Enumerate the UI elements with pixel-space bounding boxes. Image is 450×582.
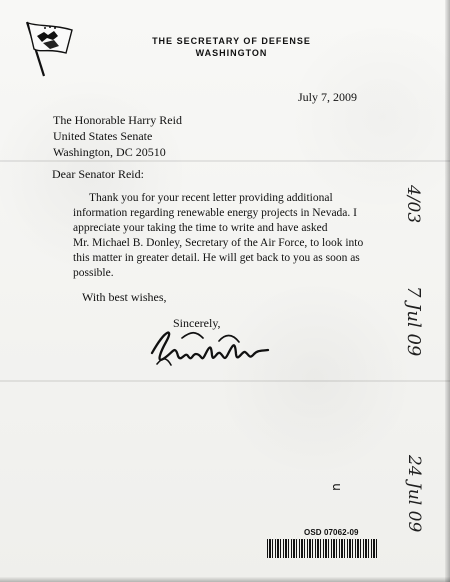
handwritten-signature xyxy=(148,320,273,368)
barcode-icon xyxy=(267,539,377,558)
sign-off: Sincerely, xyxy=(173,316,221,330)
secretary-of-defense-flag-icon xyxy=(23,18,77,78)
scan-fold-line xyxy=(0,160,450,162)
body-line: appreciate your taking the time to write and have asked xyxy=(73,222,328,234)
body-line: Thank you for your recent letter providing additional xyxy=(89,192,333,204)
handwritten-note: 24 Jul 09 xyxy=(404,455,424,533)
handwritten-note: 4/03 xyxy=(403,185,423,224)
scan-right-edge xyxy=(445,0,450,582)
letterhead-office: THE SECRETARY OF DEFENSE xyxy=(152,36,311,46)
scan-bottom-edge xyxy=(0,577,450,582)
scan-fold-line xyxy=(0,380,450,382)
document-control-number: OSD 07062-09 xyxy=(304,528,359,537)
letter-date: July 7, 2009 xyxy=(298,90,358,104)
handwritten-note: 7 Jul 09 xyxy=(403,286,424,357)
salutation: Dear Senator Reid: xyxy=(52,167,144,181)
recipient-office: United States Senate xyxy=(53,129,153,143)
body-line: Mr. Michael B. Donley, Secretary of the Air Force, to look into xyxy=(73,237,364,249)
body-line: possible. xyxy=(73,267,114,279)
handwritten-mark: u xyxy=(329,483,344,491)
letterhead xyxy=(144,35,319,59)
body-line: information regarding renewable energy projects in Nevada. I xyxy=(73,207,357,219)
recipient-address xyxy=(53,112,182,160)
letterhead-city: WASHINGTON xyxy=(195,48,268,58)
recipient-name: The Honorable Harry Reid xyxy=(53,113,182,127)
letter-body xyxy=(73,191,413,281)
closing: With best wishes, xyxy=(82,290,167,304)
recipient-city: Washington, DC 20510 xyxy=(53,145,166,159)
body-line: this matter in greater detail. He will get back to you as soon as xyxy=(73,252,360,264)
